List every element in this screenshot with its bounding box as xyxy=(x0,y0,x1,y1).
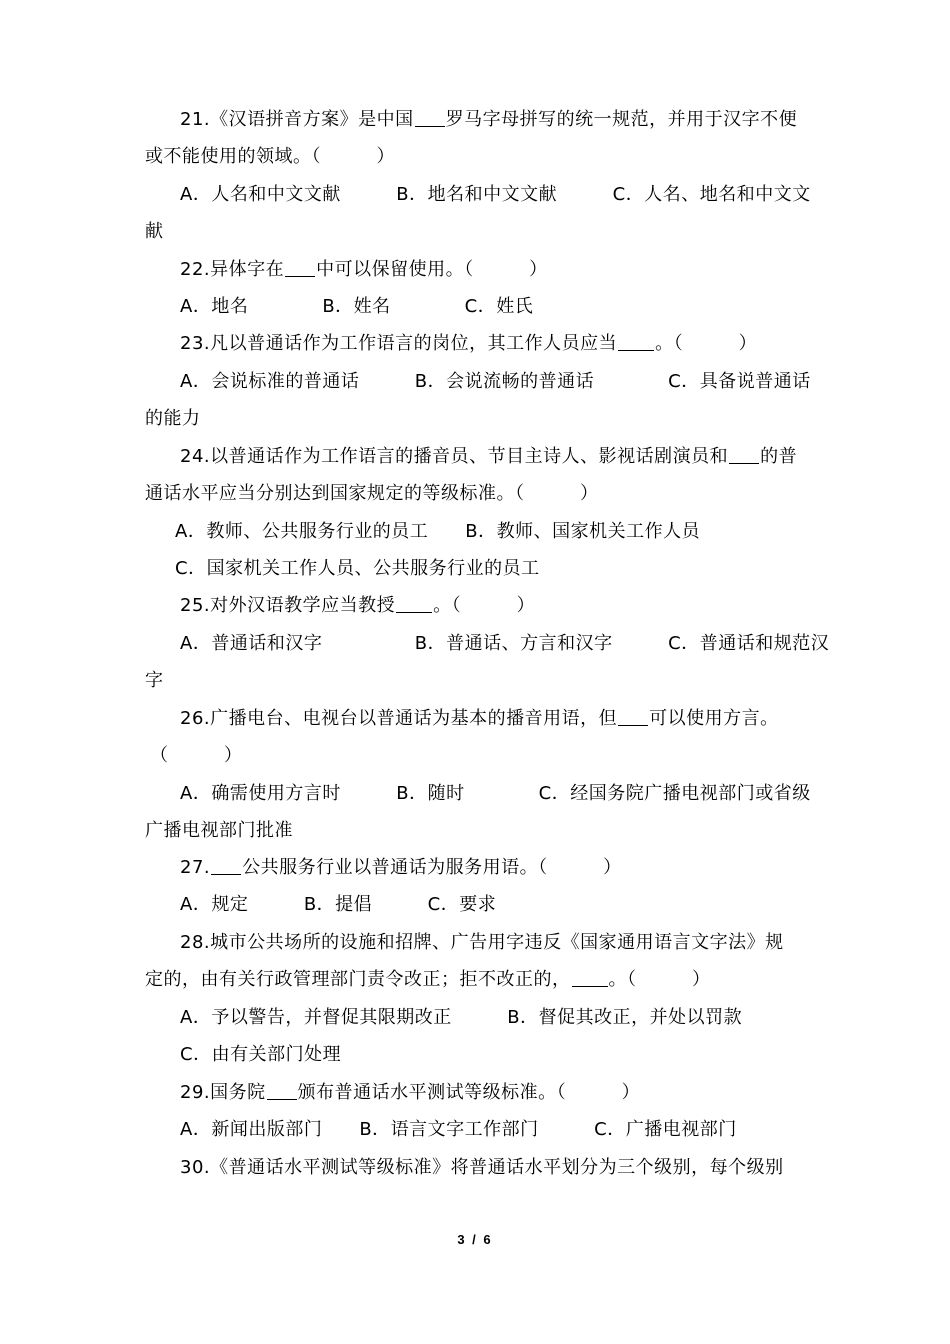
text-line xyxy=(180,892,496,918)
text-segment: 或不能使用的领域。（ ） xyxy=(145,146,395,167)
text-segment: 的普 xyxy=(760,446,798,467)
page-number: 3 / 6 xyxy=(457,1232,493,1247)
text-segment: 字 xyxy=(145,670,164,691)
text-segment: 颁布普通话水平测试等级标准。（ ） xyxy=(297,1082,641,1103)
text-segment: 中可以保留使用。（ ） xyxy=(316,259,548,280)
answer-blank xyxy=(415,108,445,127)
text-line xyxy=(180,781,811,807)
text-line xyxy=(145,481,599,507)
text-line xyxy=(180,631,829,657)
text-segment: C．国家机关工作人员、公共服务行业的员工 xyxy=(175,558,540,579)
text-segment: A．新闻出版部门 B．语言文字工作部门 C．广播电视部门 xyxy=(180,1119,737,1140)
text-segment: 可以使用方言。 xyxy=(649,708,779,729)
answer-blank xyxy=(572,968,608,987)
text-segment: 。（ ） xyxy=(433,595,536,616)
text-segment: 22.异体字在 xyxy=(180,259,285,280)
text-segment: 定的，由有关行政管理部门责令改正；拒不改正的， xyxy=(145,969,571,990)
text-segment: 公共服务行业以普通话为服务用语。（ ） xyxy=(242,857,622,878)
text-segment: 24.以普通话作为工作语言的播音员、节目主诗人、影视话剧演员和 xyxy=(180,446,729,467)
answer-blank xyxy=(267,1081,297,1100)
text-line xyxy=(180,1080,640,1106)
text-line xyxy=(145,406,201,432)
text-line xyxy=(145,967,711,993)
text-line xyxy=(180,1155,784,1181)
text-line xyxy=(150,743,243,769)
text-line xyxy=(180,1005,742,1031)
text-segment: A．普通话和汉字 B．普通话、方言和汉字 C．普通话和规范汉 xyxy=(180,633,830,654)
text-line xyxy=(145,144,395,170)
text-line xyxy=(175,519,700,545)
text-segment: 30.《普通话水平测试等级标准》将普通话水平划分为三个级别，每个级别 xyxy=(180,1157,784,1178)
text-line xyxy=(180,1117,737,1143)
text-line xyxy=(180,444,797,470)
text-line xyxy=(180,855,622,881)
text-line xyxy=(180,107,797,133)
text-segment: A．会说标准的普通话 B．会说流畅的普通话 C．具备说普通话 xyxy=(180,371,811,392)
text-line xyxy=(145,668,164,694)
answer-blank xyxy=(396,594,432,613)
text-segment: A．教师、公共服务行业的员工 B．教师、国家机关工作人员 xyxy=(175,521,701,542)
text-segment: 。（ ） xyxy=(608,969,711,990)
text-segment: A．人名和中文文献 B．地名和中文文献 C．人名、地名和中文文 xyxy=(180,184,811,205)
text-segment: 。（ ） xyxy=(655,333,758,354)
text-segment: 21.《汉语拼音方案》是中国 xyxy=(180,109,414,130)
text-line xyxy=(145,219,164,245)
text-segment: 29.国务院 xyxy=(180,1082,266,1103)
text-segment: 23.凡以普通话作为工作语言的岗位，其工作人员应当 xyxy=(180,333,618,354)
text-segment: （ ） xyxy=(150,745,243,766)
answer-blank xyxy=(729,445,759,464)
text-segment: 26.广播电台、电视台以普通话为基本的播音用语，但 xyxy=(180,708,618,729)
answer-blank xyxy=(285,258,315,277)
text-line xyxy=(180,331,757,357)
text-line xyxy=(180,930,784,956)
text-segment: 通话水平应当分别达到国家规定的等级标准。（ ） xyxy=(145,483,599,504)
text-line xyxy=(180,182,811,208)
text-line xyxy=(180,706,779,732)
text-segment: 献 xyxy=(145,221,164,242)
text-segment: A．予以警告，并督促其限期改正 B．督促其改正，并处以罚款 xyxy=(180,1007,743,1028)
text-line xyxy=(180,593,535,619)
text-line xyxy=(145,818,293,844)
text-line xyxy=(180,294,533,320)
text-segment: 广播电视部门批准 xyxy=(145,820,293,841)
answer-blank xyxy=(211,856,241,875)
text-segment: C．由有关部门处理 xyxy=(180,1044,342,1065)
answer-blank xyxy=(618,707,648,726)
text-line xyxy=(180,1042,341,1068)
text-segment: 的能力 xyxy=(145,408,201,429)
text-segment: A．规定 B．提倡 C．要求 xyxy=(180,894,497,915)
text-line xyxy=(180,369,811,395)
text-line xyxy=(175,556,540,582)
text-segment: 罗马字母拼写的统一规范，并用于汉字不便 xyxy=(445,109,798,130)
text-segment: 25.对外汉语教学应当教授 xyxy=(180,595,396,616)
text-segment: 27. xyxy=(180,857,211,878)
text-line xyxy=(180,257,548,283)
text-segment: 28.城市公共场所的设施和招牌、广告用字违反《国家通用语言文字法》规 xyxy=(180,932,784,953)
text-segment: A．地名 B．姓名 C．姓氏 xyxy=(180,296,534,317)
answer-blank xyxy=(618,332,654,351)
text-segment: A．确需使用方言时 B．随时 C．经国务院广播电视部门或省级 xyxy=(180,783,811,804)
